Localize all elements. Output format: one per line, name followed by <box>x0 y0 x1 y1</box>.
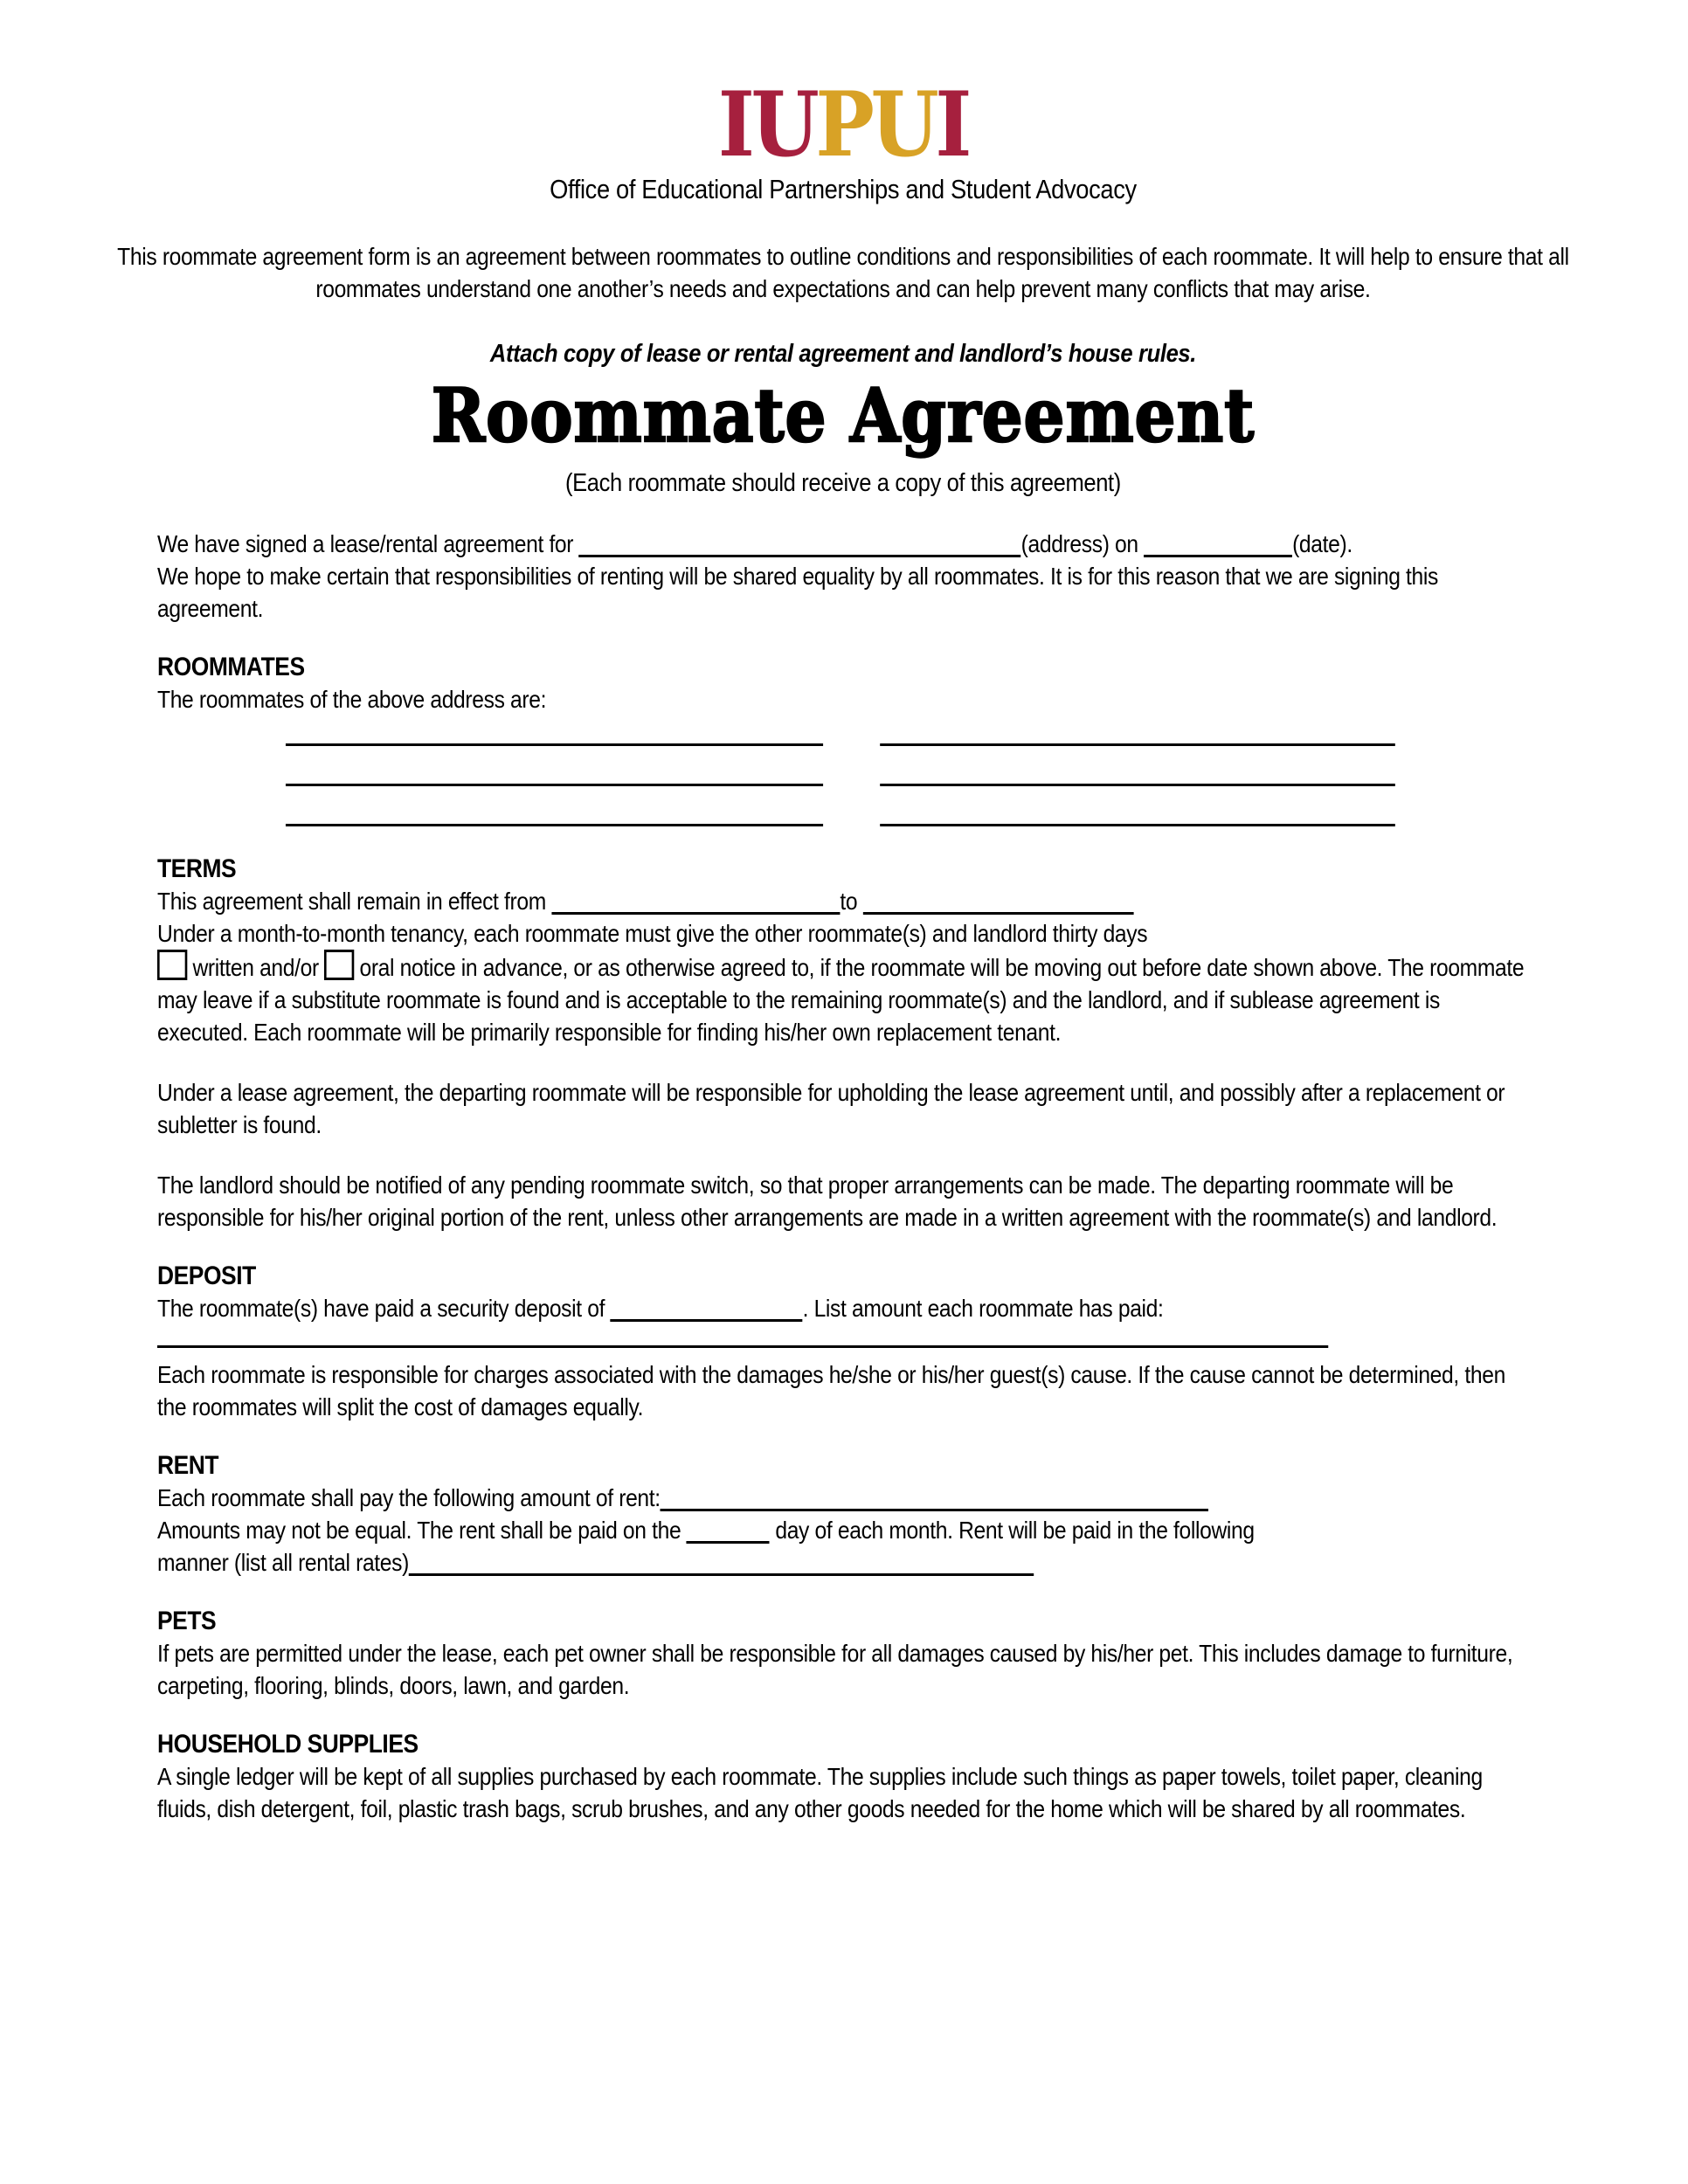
roommate-name-blank-1[interactable] <box>286 743 823 746</box>
terms-text-1: This agreement shall remain in effect from <box>157 887 552 915</box>
rent-manner-line <box>157 1546 1529 1579</box>
rent-text-2: Amounts may not be equal. The rent shall be paid on the <box>157 1516 687 1544</box>
attach-note: Attach copy of lease or rental agreement and landlord’s house rules. <box>489 340 1196 368</box>
copy-note: (Each roommate should receive a copy of this agreement) <box>564 468 1121 497</box>
office-subtitle: Office of Educational Partnerships and Student Advocacy <box>550 174 1137 204</box>
deposit-amount-blank[interactable] <box>611 1295 803 1322</box>
terms-notice-line: Under a month-to-month tenancy, each roommate must give the other roommate(s) and landlord thirty days <box>157 919 1148 947</box>
iupui-logo <box>157 0 1529 177</box>
section-heading-rent: RENT <box>157 1450 219 1480</box>
intro-paragraph: This roommate agreement form is an agreement between roommates to outline conditions and responsibilities of each roommate. It will help to ensure that all roommates understand one another’s needs and expectations and can help prevent many conflicts that may arise. <box>117 243 1569 302</box>
roommate-name-blank-3[interactable] <box>286 784 823 786</box>
written-notice-label: written and/or <box>192 953 319 981</box>
section-heading-deposit: DEPOSIT <box>157 1261 256 1290</box>
rent-day-line <box>157 1514 1529 1546</box>
document-content <box>117 0 1569 1825</box>
deposit-text-2: . List amount each roommate has paid: <box>802 1294 1164 1322</box>
terms-effect-line <box>157 885 1529 917</box>
roommate-name-blank-6[interactable] <box>880 824 1395 826</box>
lease-text-3: (date). <box>1292 529 1352 557</box>
deposit-paragraph: Each roommate is responsible for charges associated with the damages he/she or his/her guest(s) cause. If the cause cannot be determined, then the roommates will split the cost of damages equally. <box>157 1360 1505 1420</box>
lease-text-1: We have signed a lease/rental agreement for <box>157 529 579 557</box>
section-heading-roommates: ROOMMATES <box>157 652 305 681</box>
oral-notice-checkbox[interactable] <box>324 950 354 980</box>
rent-amount-line <box>157 1482 1529 1514</box>
section-heading-pets: PETS <box>157 1606 217 1635</box>
rent-text-4: manner (list all rental rates) <box>157 1548 409 1576</box>
oral-notice-text: oral notice in advance, or as otherwise agreed to, if the roommate will be moving out before date shown above. The roommate may leave if a substitute roommate is found and is acceptable to the remaining roommate(s) and the landlord, and if sublease agreement is executed. Each roommate will be primarily responsible for finding his/her own replacement tenant. <box>157 953 1525 1046</box>
terms-paragraph-2: Under a lease agreement, the departing roommate will be responsible for upholding the lease agreement until, and possibly after a replacement or subletter is found. <box>157 1078 1505 1138</box>
deposit-text-1: The roommate(s) have paid a security deposit of <box>157 1294 611 1322</box>
lease-rest: We hope to make certain that responsibilities of renting will be shared equality by all roommates. It is for this reason that we are signing this agreement. <box>157 562 1438 622</box>
rent-day-blank[interactable] <box>687 1517 770 1544</box>
pets-paragraph: If pets are permitted under the lease, each pet owner shall be responsible for all damages caused by his/her pet. This includes damage to furniture, carpeting, flooring, blinds, doors, lawn, and garden. <box>157 1639 1513 1699</box>
term-start-blank[interactable] <box>551 888 840 915</box>
section-heading-household-supplies: HOUSEHOLD SUPPLIES <box>157 1729 419 1759</box>
roommate-row <box>286 819 1529 826</box>
terms-paragraph-3: The landlord should be notified of any pending roommate switch, so that proper arrangements can be made. The departing roommate will be responsible for his/her original portion of the rent, unless other arrangements are made in a written agreement with the roommate(s) and landlord. <box>157 1171 1498 1231</box>
rent-text-3: day of each month. Rent will be paid in the following <box>769 1516 1255 1544</box>
roommate-name-blank-5[interactable] <box>286 824 823 826</box>
terms-text-2: to <box>840 887 863 915</box>
lease-line-1 <box>157 528 1529 560</box>
roommate-name-blank-2[interactable] <box>880 743 1395 746</box>
roommates-intro: The roommates of the above address are: <box>157 685 547 713</box>
logo-letters-iu: IU <box>717 73 816 177</box>
term-end-blank[interactable] <box>863 888 1134 915</box>
logo-letters-pu: PU <box>815 73 936 177</box>
written-notice-checkbox[interactable] <box>157 950 187 980</box>
rent-text-1: Each roommate shall pay the following amount of rent: <box>157 1483 661 1511</box>
lease-paragraph <box>157 528 1529 625</box>
deposit-list-blank[interactable] <box>157 1345 1328 1348</box>
date-blank[interactable] <box>1144 530 1292 557</box>
household-paragraph: A single ledger will be kept of all supplies purchased by each roommate. The supplies include such things as paper towels, toilet paper, cleaning fluids, dish detergent, foil, plastic trash bags, scrub brushes, and any other goods needed for the home which will be shared by all roommates. <box>157 1762 1483 1822</box>
rent-rates-blank[interactable] <box>409 1549 1034 1576</box>
roommate-name-blank-4[interactable] <box>880 784 1395 786</box>
section-heading-terms: TERMS <box>157 854 237 883</box>
logo-letter-i: I <box>935 73 968 177</box>
roommate-name-lines <box>157 738 1529 826</box>
roommate-row <box>286 738 1529 746</box>
roommate-row <box>286 778 1529 786</box>
rent-amount-blank[interactable] <box>661 1484 1208 1511</box>
address-blank[interactable] <box>579 530 1021 557</box>
document-title: Roommate Agreement <box>431 372 1256 459</box>
terms-checkbox-paragraph <box>157 950 1529 1048</box>
deposit-line <box>157 1292 1529 1324</box>
lease-text-2: (address) on <box>1020 529 1145 557</box>
